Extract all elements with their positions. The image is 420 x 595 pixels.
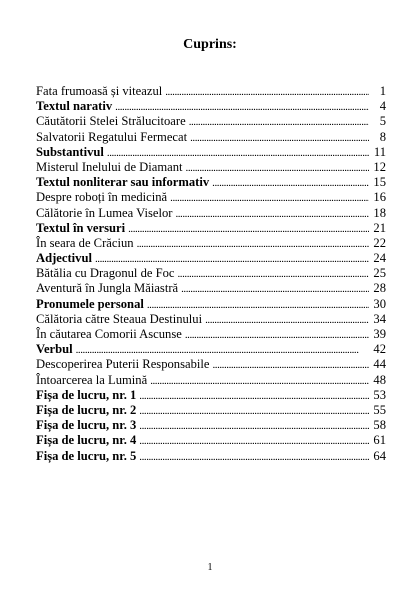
toc-entry-title: Substantivul [36,144,104,159]
toc-entry-title: Textul narativ [36,99,113,114]
dot-leader [190,131,369,146]
toc-entry-title: Misterul Inelului de Diamant [36,159,183,174]
toc-entry-page: 64 [373,448,386,463]
toc-entry-page: 15 [373,175,386,190]
toc-entry [36,99,386,114]
toc-entry-page: 16 [373,190,386,205]
toc-entry-page: 34 [373,311,386,326]
dot-leader [139,389,369,404]
dot-leader [95,252,369,267]
toc-entry-title: Întoarcerea la Lumină [36,372,148,387]
toc-entry-page: 24 [373,251,386,266]
dot-leader [139,404,369,419]
dot-leader [107,146,369,161]
toc-entry-title: Călătorie în Lumea Viselor [36,205,173,220]
toc-entry [36,312,386,327]
dot-leader [137,237,369,252]
toc-entry-page: 44 [373,357,386,372]
dot-leader [212,176,369,191]
toc-entry-page: 8 [379,129,386,144]
toc-entry-title: Descoperirea Puterii Responsabile [36,357,210,372]
toc-entry-page: 39 [373,327,386,341]
toc-entry-page: 61 [373,433,386,448]
toc-entry-title: Textul nonliterar sau informativ [36,175,210,190]
toc-entry-title: Călătoria către Steaua Destinului [36,311,203,326]
toc-entry-title: Pronumele personal [36,296,144,311]
toc-entry [36,236,386,251]
toc-entry [36,357,386,372]
dot-leader [139,434,369,449]
toc-entry-title: Fișa de lucru, nr. 3 [36,418,137,433]
dot-leader [165,85,369,100]
toc-entry [36,342,386,357]
toc-entry-page: 53 [373,387,386,402]
toc-entry [36,403,386,418]
toc-entry-page: 12 [373,159,386,174]
toc-entry [36,281,386,296]
toc-entry [36,297,386,312]
toc-entry-page: 25 [373,266,386,281]
toc-entry [36,190,386,205]
toc-entry [36,433,386,448]
toc-entry [36,160,386,175]
toc-entry-page: 48 [373,372,386,387]
toc-entry-title: Fata frumoasă și viteazul [36,84,163,98]
toc-entry-page: 55 [373,402,386,417]
dot-leader [115,100,369,115]
toc-entry-title: Fișa de lucru, nr. 1 [36,387,137,402]
dot-leader [147,298,369,313]
toc-entry [36,206,386,221]
toc-entry-title: Bătălia cu Dragonul de Foc [36,266,175,281]
toc-entry-page: 22 [373,235,386,250]
dot-leader [170,191,369,206]
toc-entry-title: Despre roboți în medicină [36,190,168,205]
toc-entry-page: 4 [379,99,386,114]
toc-entry [36,373,386,388]
dot-leader [181,282,369,297]
dot-leader [175,207,369,222]
toc-entry-title: Fișa de lucru, nr. 2 [36,402,137,417]
dot-leader [150,374,369,389]
toc-entry-page: 58 [373,418,386,433]
toc-entry [36,84,386,99]
toc-entry-title: Fișa de lucru, nr. 4 [36,433,137,448]
dot-leader [185,328,369,343]
dot-leader [139,419,369,434]
toc-entry-title: Căutătorii Stelei Strălucitoare [36,114,186,129]
toc-entry [36,449,386,464]
toc-entry [36,327,386,342]
toc-entry [36,251,386,266]
table-of-contents [36,84,386,464]
toc-entry [36,388,386,403]
toc-entry [36,175,386,190]
toc-entry-page: 1 [379,84,386,98]
toc-title: Cuprins: [183,37,237,52]
toc-entry-title: Textul în versuri [36,220,126,235]
toc-entry-title: În căutarea Comorii Ascunse [36,327,182,341]
dot-leader [139,450,369,465]
dot-leader [128,222,369,237]
toc-entry-title: În seara de Crăciun [36,235,134,250]
toc-entry [36,418,386,433]
dot-leader [212,358,369,373]
toc-entry-title: Verbul [36,342,73,357]
toc-entry-title: Adjectivul [36,251,92,266]
toc-entry [36,266,386,281]
dot-leader [178,267,370,282]
dot-leader [76,343,369,358]
toc-entry [36,114,386,129]
toc-entry-page: 18 [373,205,386,220]
toc-entry-page: 21 [373,220,386,235]
toc-entry [36,145,386,160]
toc-entry-title: Fișa de lucru, nr. 5 [36,448,137,463]
dot-leader [186,161,369,176]
toc-entry-title: Aventură în Jungla Măiastră [36,281,179,296]
dot-leader [189,115,369,130]
page-number: 1 [207,562,213,573]
toc-entry-page: 42 [373,342,386,357]
dot-leader [205,313,369,328]
toc-entry [36,130,386,145]
toc-entry-page: 5 [379,114,386,129]
toc-entry-page: 28 [373,281,386,296]
toc-entry-title: Salvatorii Regatului Fermecat [36,129,188,144]
toc-entry [36,221,386,236]
toc-entry-page: 11 [373,144,386,159]
toc-entry-page: 30 [373,296,386,311]
